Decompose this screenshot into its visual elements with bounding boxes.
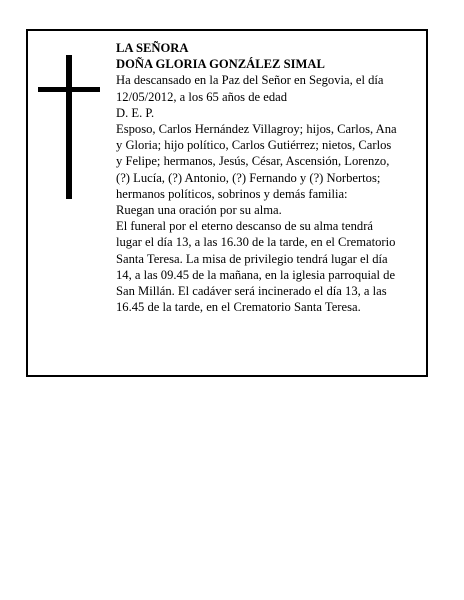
- family-line: hermanos políticos, sobrinos y demás familia:: [116, 186, 348, 201]
- family-line: Esposo, Carlos Hernández Villagroy; hijos, Carlos, Ana: [116, 122, 397, 137]
- family-line: y Felipe; hermanos, Jesús, César, Ascensión, Lorenzo,: [116, 154, 390, 169]
- death-announcement-line: 12/05/2012, a los 65 años de edad: [116, 89, 288, 104]
- family-line: (?) Lucía, (?) Antonio, (?) Fernando y (?) Norbertos;: [116, 170, 381, 185]
- funeral-details-line: Santa Teresa. La misa de privilegio tendrá lugar el día: [116, 251, 388, 266]
- funeral-details-line: 16.45 de la tarde, en el Crematorio Santa Teresa.: [116, 300, 361, 315]
- deceased-name: DOÑA GLORIA GONZÁLEZ SIMAL: [116, 57, 325, 72]
- funeral-details-line: San Millán. El cadáver será incinerado el día 13, a las: [116, 284, 387, 299]
- funeral-details-line: El funeral por el eterno descanso de su alma tendrá: [116, 219, 374, 234]
- cross-vertical-bar: [66, 55, 72, 199]
- cross-horizontal-bar: [38, 87, 100, 92]
- funeral-details-line: lugar el día 13, a las 16.30 de la tarde, en el Crematorio: [116, 235, 396, 250]
- rip-line: D. E. P.: [116, 105, 155, 120]
- family-line: y Gloria; hijo político, Carlos Gutiérrez; nietos, Carlos: [116, 138, 392, 153]
- funeral-details-line: 14, a las 09.45 de la mañana, en la iglesia parroquial de: [116, 267, 396, 282]
- prayer-request-line: Ruegan una oración por su alma.: [116, 203, 282, 218]
- obituary-notice: [26, 29, 428, 377]
- cross-icon: [38, 55, 100, 199]
- obituary-text: [116, 40, 426, 315]
- notice-heading: LA SEÑORA: [116, 41, 189, 55]
- death-announcement-line: Ha descansado en la Paz del Señor en Segovia, el día: [116, 73, 384, 88]
